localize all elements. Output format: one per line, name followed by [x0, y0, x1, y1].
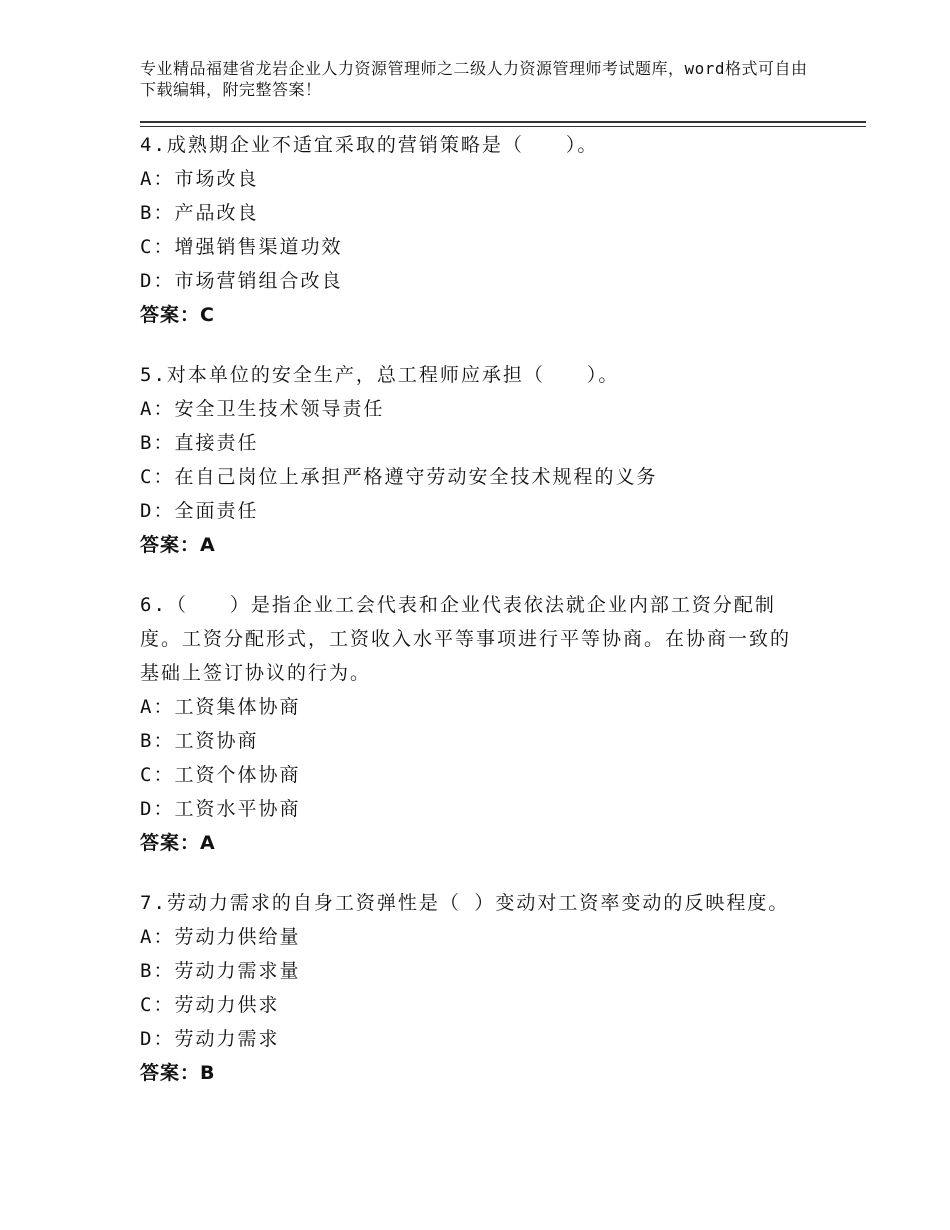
option-b: B：劳动力需求量	[140, 960, 301, 982]
option-d: D：劳动力需求	[140, 1028, 280, 1050]
option-a: A：安全卫生技术领导责任	[140, 398, 385, 420]
header-divider-thin	[140, 126, 866, 127]
option-a: A：劳动力供给量	[140, 926, 301, 948]
option-b: B：工资协商	[140, 730, 259, 752]
question-7	[140, 886, 800, 1090]
question-text: 7.劳动力需求的自身工资弹性是（ ）变动对工资率变动的反映程度。	[140, 892, 790, 914]
question-text: 6.（ ）是指企业工会代表和企业代表依法就企业内部工资分配制度。工资分配形式，工资收入水平等事项进行平等协商。在协商一致的基础上签订协议的行为。	[140, 594, 792, 684]
option-c: C：增强销售渠道功效	[140, 236, 343, 258]
question-5	[140, 358, 800, 562]
option-a: A：市场改良	[140, 168, 259, 190]
answer-label: 答案：A	[140, 832, 216, 854]
option-d: D：市场营销组合改良	[140, 270, 343, 292]
question-text: 4.成熟期企业不适宜采取的营销策略是（ ）。	[140, 134, 599, 156]
document-header: 专业精品福建省龙岩企业人力资源管理师之二级人力资源管理师考试题库，word格式可自由下载编辑，附完整答案！	[140, 59, 808, 99]
option-d: D：全面责任	[140, 500, 259, 522]
answer-label: 答案：B	[140, 1062, 216, 1084]
question-4	[140, 128, 800, 332]
option-c: C：劳动力供求	[140, 994, 280, 1016]
question-list	[140, 128, 800, 1116]
option-b: B：产品改良	[140, 202, 259, 224]
option-c: C：在自己岗位上承担严格遵守劳动安全技术规程的义务	[140, 466, 658, 488]
question-text: 5.对本单位的安全生产，总工程师应承担（ ）。	[140, 364, 620, 386]
option-b: B：直接责任	[140, 432, 259, 454]
answer-label: 答案：C	[140, 304, 215, 326]
option-a: A：工资集体协商	[140, 696, 301, 718]
option-d: D：工资水平协商	[140, 798, 301, 820]
answer-label: 答案：A	[140, 534, 216, 556]
header-divider-thick	[140, 121, 866, 123]
question-6	[140, 588, 800, 860]
option-c: C：工资个体协商	[140, 764, 301, 786]
